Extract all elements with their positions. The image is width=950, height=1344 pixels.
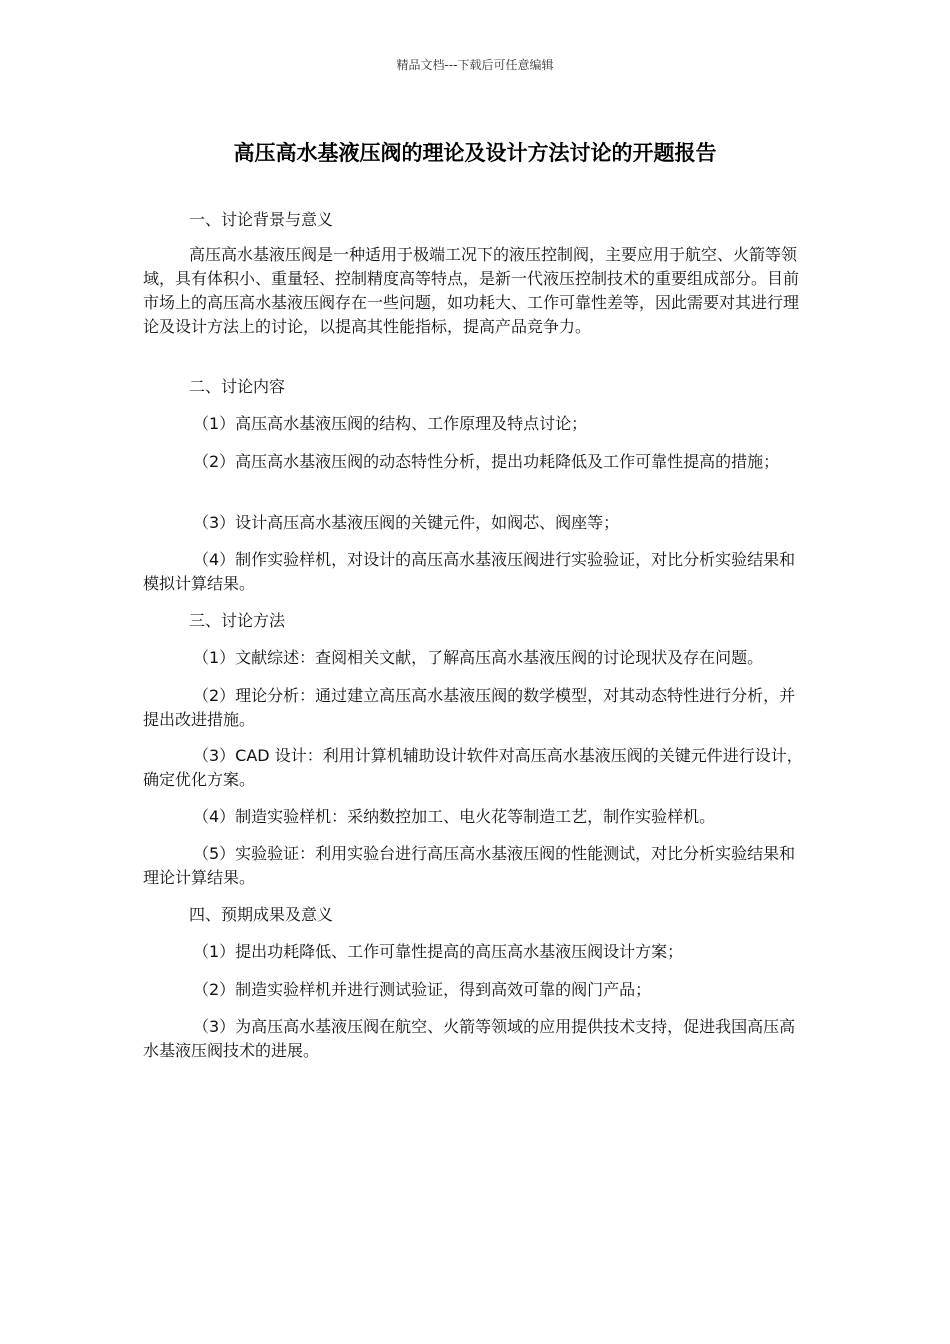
outcome-item-2: （2）制造实验样机并进行测试验证，得到高效可靠的阀门产品； <box>193 980 652 999</box>
content-item-4: （4）制作实验样机，对设计的高压高水基液压阀进行实验验证，对比分析实验结果和模拟计算结果。 <box>143 550 796 593</box>
section-heading-methods: 三、讨论方法 <box>189 611 286 630</box>
method-item-1: （1）文献综述：查阅相关文献，了解高压高水基液压阀的讨论现状及存在问题。 <box>193 648 764 667</box>
content-item-2: （2）高压高水基液压阀的动态特性分析，提出功耗降低及工作可靠性提高的措施； <box>193 452 780 471</box>
content-item-3: （3）设计高压高水基液压阀的关键元件，如阀芯、阀座等； <box>193 513 620 532</box>
content-item-1: （1）高压高水基液压阀的结构、工作原理及特点讨论； <box>193 414 588 433</box>
header-note: 精品文档---下载后可任意编辑 <box>396 58 554 72</box>
section-heading-outcomes: 四、预期成果及意义 <box>189 905 334 924</box>
section-paragraph-background: 高压高水基液压阀是一种适用于极端工况下的液压控制阀，主要应用于航空、火箭等领域，具有体积小、重量轻、控制精度高等特点，是新一代液压控制技术的重要组成部分。目前市场上的高压高水基液压阀存在一些问题，如功耗大、工作可靠性差等，因此需要对其进行理论及设计方法上的讨论，以提高其性能指标，提高产品竞争力。 <box>143 245 800 336</box>
method-item-5: （5）实验验证：利用实验台进行高压高水基液压阀的性能测试，对比分析实验结果和理论计算结果。 <box>143 844 796 887</box>
outcome-item-1: （1）提出功耗降低、工作可靠性提高的高压高水基液压阀设计方案； <box>193 942 684 961</box>
method-item-3: （3）CAD 设计：利用计算机辅助设计软件对高压高水基液压阀的关键元件进行设计，确定优化方案。 <box>143 746 803 789</box>
outcome-item-3: （3）为高压高水基液压阀在航空、火箭等领域的应用提供技术支持，促进我国高压高水基液压阀技术的进展。 <box>143 1017 796 1060</box>
section-heading-content: 二、讨论内容 <box>189 377 286 396</box>
document-title: 高压高水基液压阀的理论及设计方法讨论的开题报告 <box>233 141 717 165</box>
method-item-4: （4）制造实验样机：采纳数控加工、电火花等制造工艺，制作实验样机。 <box>193 807 716 826</box>
method-item-2: （2）理论分析：通过建立高压高水基液压阀的数学模型，对其动态特性进行分析，并提出改进措施。 <box>143 686 796 729</box>
section-heading-background: 一、讨论背景与意义 <box>189 210 334 229</box>
